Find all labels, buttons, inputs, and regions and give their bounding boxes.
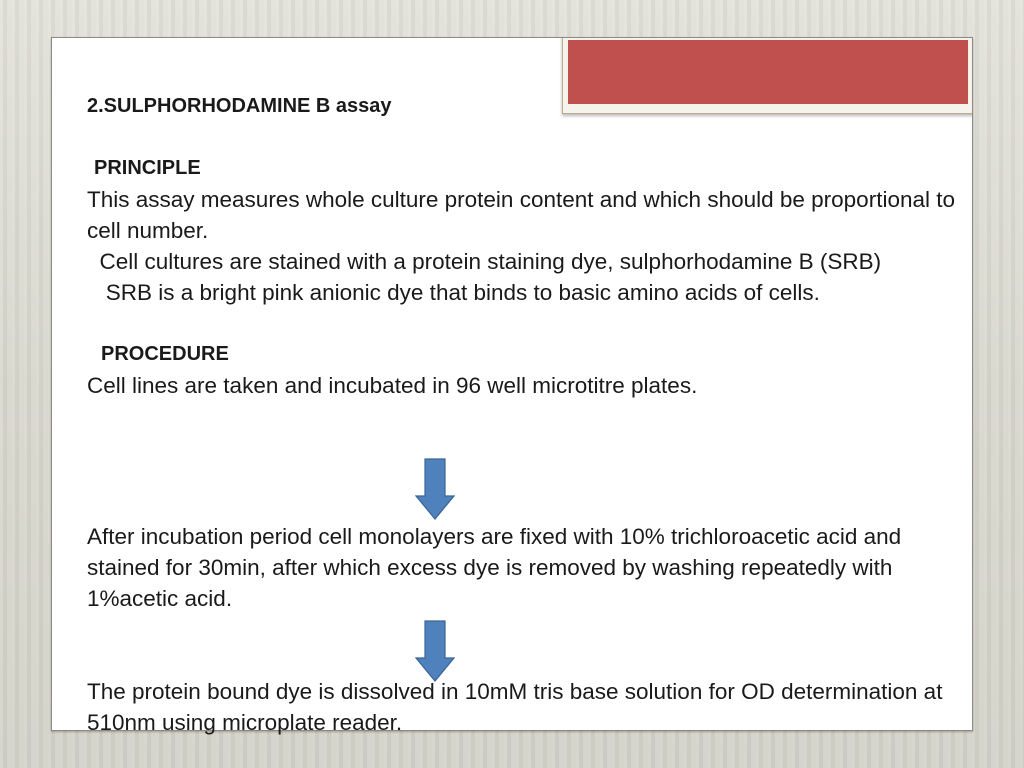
slide-content <box>87 91 957 401</box>
spacer <box>87 308 957 339</box>
slide-title: 2.SULPHORHODAMINE B assay <box>87 95 392 117</box>
down-arrow-icon <box>415 620 455 682</box>
principle-heading: PRINCIPLE <box>94 157 201 179</box>
procedure-heading: PROCEDURE <box>101 343 229 365</box>
principle-text-1: This assay measures whole culture protein content and which should be proportional to cell number. <box>87 187 955 243</box>
down-arrow-icon <box>415 458 455 520</box>
principle-text-2: Cell cultures are stained with a protein staining dye, sulphorhodamine B (SRB) <box>87 249 882 274</box>
spacer <box>87 122 957 153</box>
principle-text-3: SRB is a bright pink anionic dye that binds to basic amino acids of cells. <box>87 280 820 305</box>
procedure-step-1: Cell lines are taken and incubated in 96 well microtitre plates. <box>87 373 698 398</box>
procedure-step-3: The protein bound dye is dissolved in 10mM tris base solution for OD determination at 510nm using microplate reader. <box>87 679 943 735</box>
procedure-step-2: After incubation period cell monolayers are fixed with 10% trichloroacetic acid and stained for 30min, after which excess dye is removed by washing repeatedly with 1%acetic acid. <box>87 524 902 611</box>
